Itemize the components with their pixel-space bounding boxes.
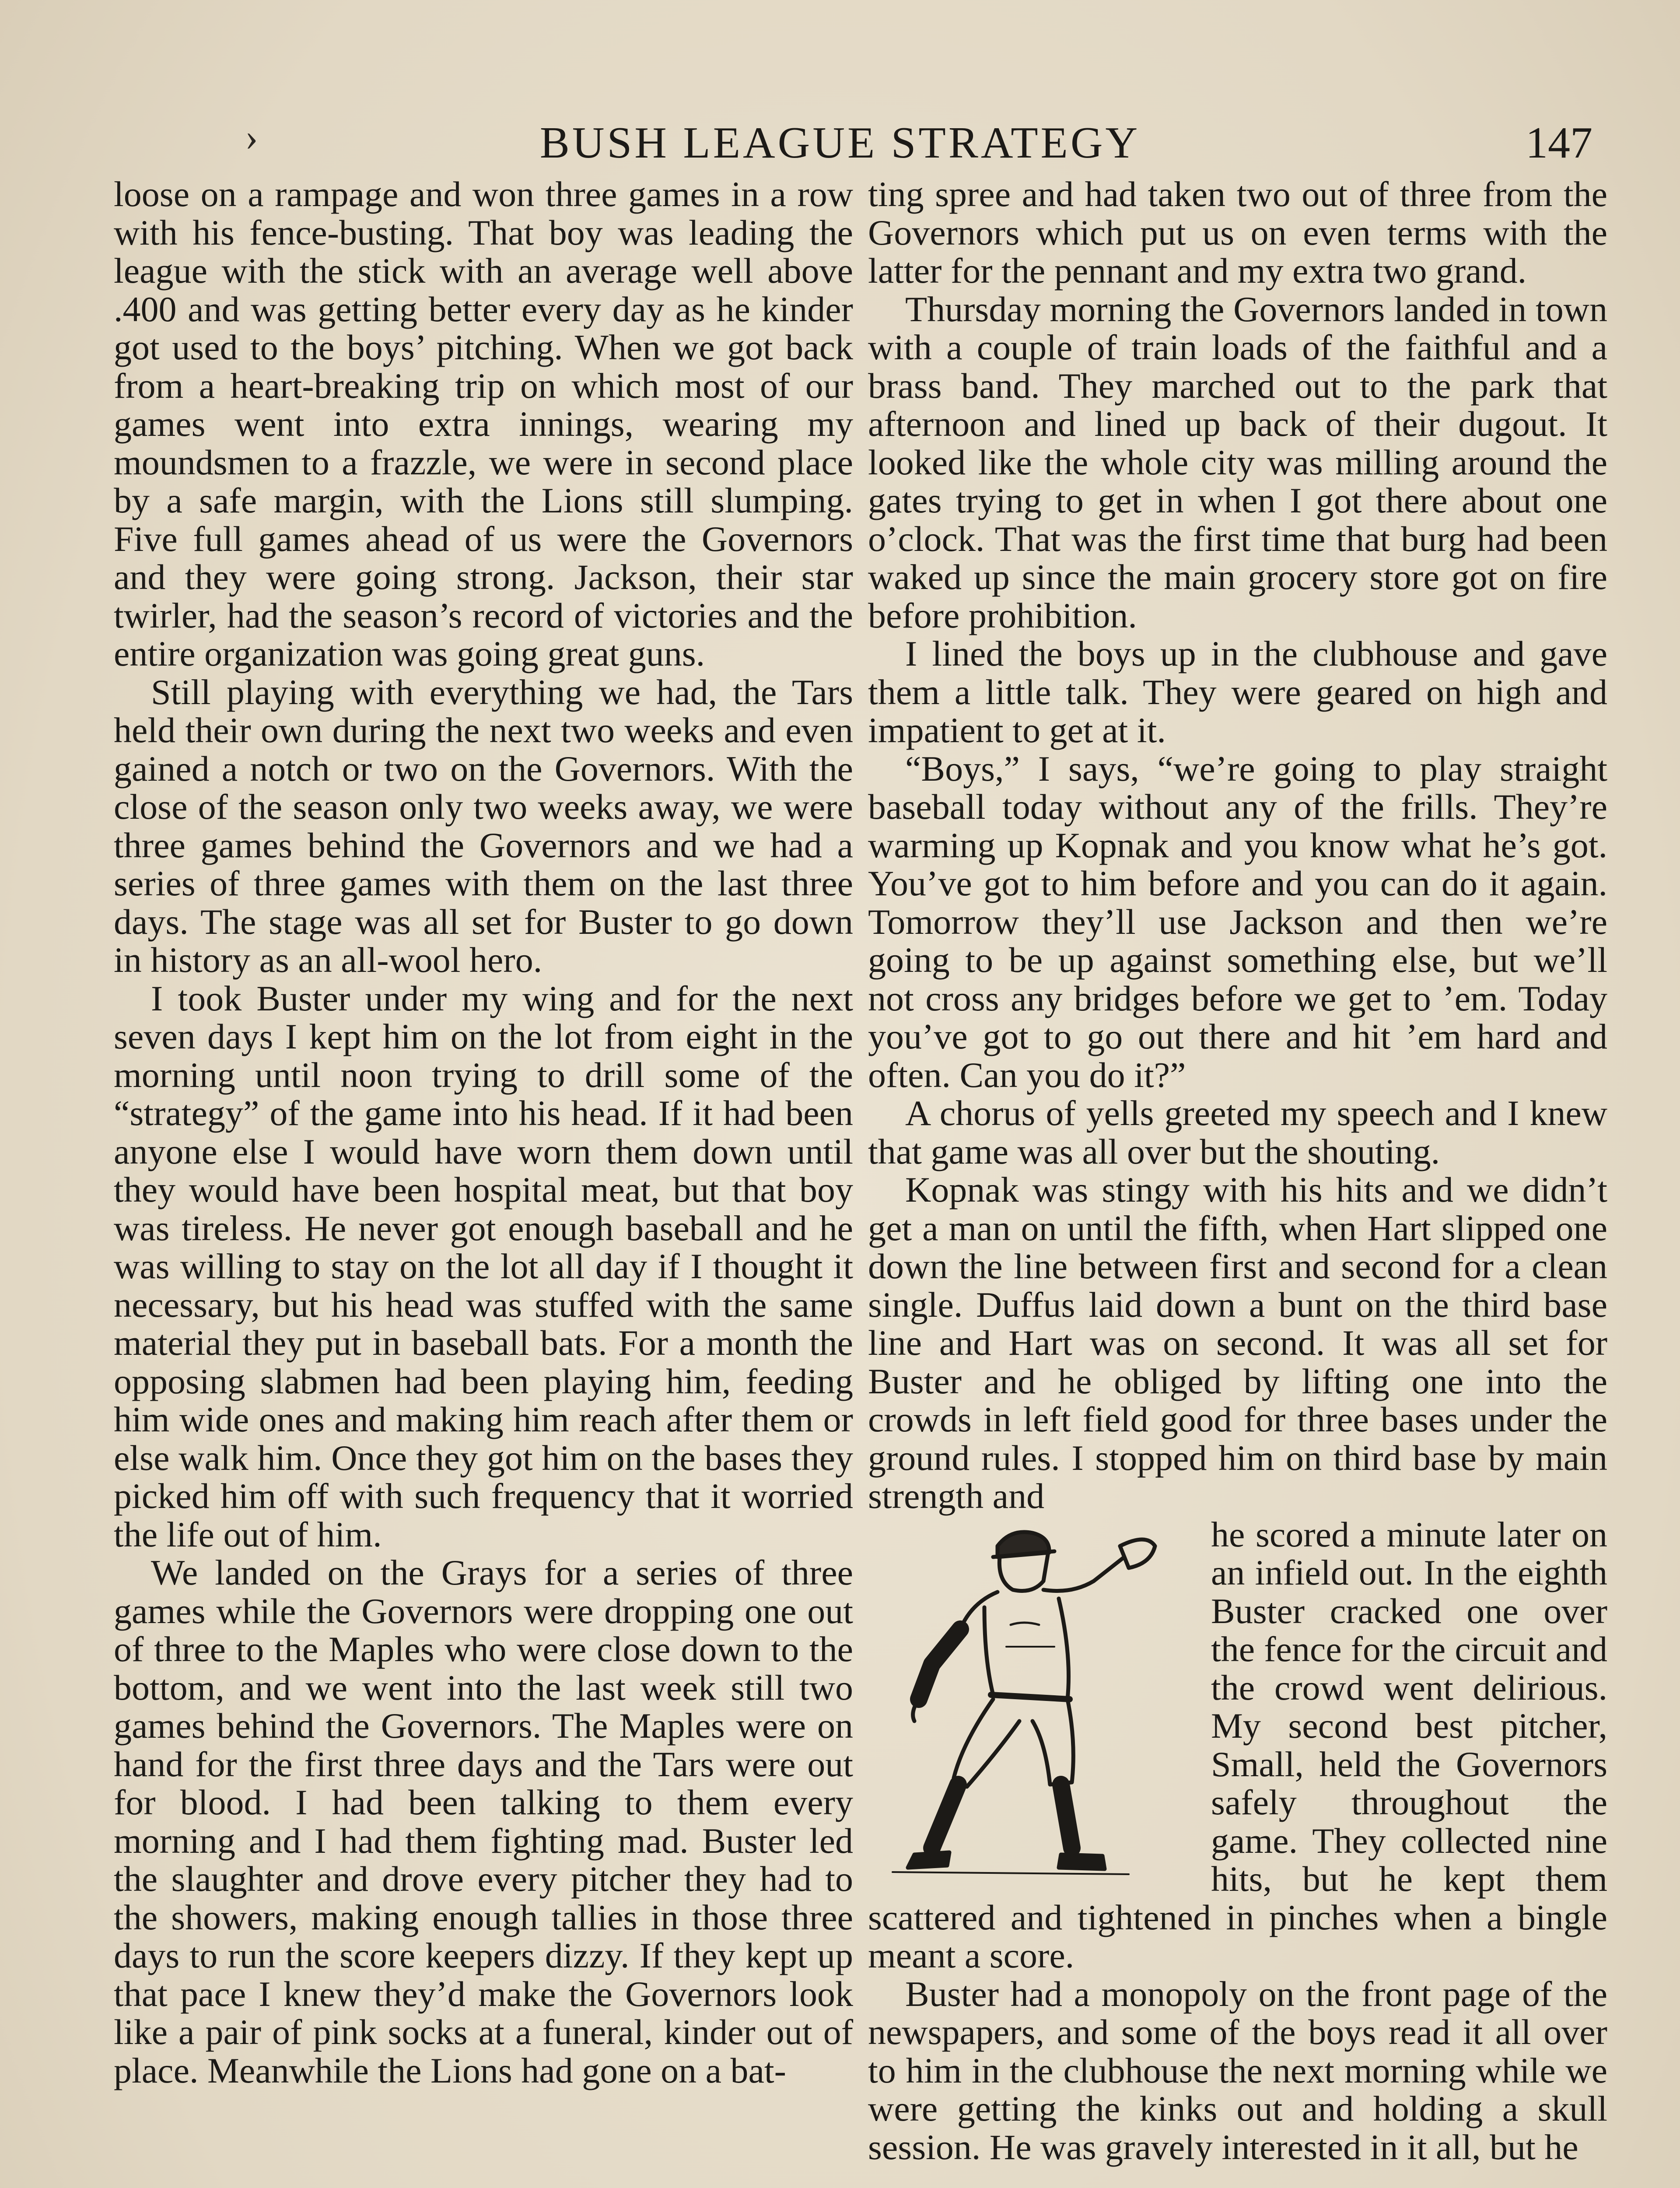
baseball-player-illustration bbox=[866, 1515, 1199, 1892]
page-number: 147 bbox=[1526, 118, 1592, 168]
paragraph: Kopnak was stingy with his hits and we didn’t get a man on until the fifth, when Hart slipped one down the line between first and second for a clean single. Duffus laid down a bunt on the third base line and Hart was on second. It was all set for Buster and he obliged by lifting one into the crowds in left field good for three bases under the ground rules. I stopped him on third base by main strength and bbox=[868, 1170, 1607, 1516]
paragraph: A chorus of yells greeted my speech and I knew that game was all over but the shouting. bbox=[868, 1093, 1607, 1171]
paragraph: “Boys,” I says, “we’re going to play straight baseball today without any of the frills. They’re warming up Kopnak and you know what he’s got. You’ve got to him before and you can do it again. Tomorrow they’ll use Jackson and then we’re going to be up against something else, but we’ll not cross any bridges before we get to ’em. Today you’ve got to go out there and hit ’em hard and often. Can you do it?” bbox=[868, 748, 1607, 1095]
pitcher-drawing bbox=[866, 1515, 1199, 1892]
left-column bbox=[114, 175, 853, 2090]
paragraph: loose on a rampage and won three games in a row with his fence-busting. That boy was leading the league with the stick with an average well above .400 and was getting better every day as he kinder got used to the boys’ pitching. When we got back from a heart-breaking trip on which most of our games went into extra innings, wearing my moundsmen to a frazzle, we were in second place by a safe margin, with the Lions still slumping. Five full games ahead of us were the Governors and they were going strong. Jackson, their star twirler, had the season’s record of victories and the entire organization was going great guns. bbox=[114, 174, 853, 673]
paragraph: We landed on the Grays for a series of three games while the Governors were dropping one out of three to the Maples who were close down to the bottom, and we went into the last week still two games behind the Governors. The Maples were on hand for the first three days and the Tars were out for blood. I had been talking to them every morning and I had them fighting mad. Buster led the slaughter and drove every pitcher they had to the showers, making enough tallies in those three days to run the score keepers dizzy. If they kept up that pace I knew they’d make the Governors look like a pair of pink socks at a funeral, kinder out of place. Meanwhile the Lions had gone on a bat- bbox=[114, 1553, 853, 2090]
paragraph: ting spree and had taken two out of three from the Governors which put us on even terms with the latter for the pennant and my extra two grand. bbox=[868, 174, 1607, 291]
running-head: BUSH LEAGUE STRATEGY bbox=[539, 118, 1141, 168]
right-column bbox=[868, 175, 1607, 2166]
paragraph: Buster had a monopoly on the front page of the newspapers, and some of the boys read it all over to him in the clubhouse the next morning while we were getting the kinks out and holding a skull session. He was gravely interested in it all, but he bbox=[868, 1974, 1607, 2167]
paragraph: I lined the boys up in the clubhouse and gave them a little talk. They were geared on high and impatient to get at it. bbox=[868, 634, 1607, 750]
paragraph: Thursday morning the Governors landed in town with a couple of train loads of the faithful and a brass band. They marched out to the park that afternoon and lined up back of their dugout. It looked like the whole city was milling around the gates trying to get in when I got there about one o’clock. That was the first time that burg had been waked up since the main grocery store got on fire before prohibition. bbox=[868, 289, 1607, 635]
paragraph: Still playing with everything we had, the Tars held their own during the next two weeks and even gained a notch or two on the Governors. With the close of the season only two weeks away, we were three games behind the Governors and we had a series of three games with them on the last three days. The stage was all set for Buster to go down in history as an all-wool hero. bbox=[114, 672, 853, 980]
paragraph: he scored a minute later on an infield out. In the eighth Buster cracked one over the fence for the circuit and the crowd went delirious. My second best pitcher, Small, held the Governors safely throughout the game. They collected nine hits, but he kept them scattered and tightened in pinches when a bingle meant a score. bbox=[868, 1514, 1607, 1975]
paragraph: I took Buster under my wing and for the next seven days I kept him on the lot from eight in the morning until noon trying to drill some of the “strategy” of the game into his head. If it had been anyone else I would have worn them down until they would have been hospital meat, but that boy was tireless. He never got enough baseball and he was willing to stay on the lot all day if I thought it necessary, but his head was stuffed with the same material they put in baseball bats. For a month the opposing slabmen had been playing him, feeding him wide ones and making him reach after them or else walk him. Once they got him on the bases they picked him off with such frequency that it worried the life out of him. bbox=[114, 978, 853, 1554]
corner-mark: › bbox=[245, 116, 258, 159]
